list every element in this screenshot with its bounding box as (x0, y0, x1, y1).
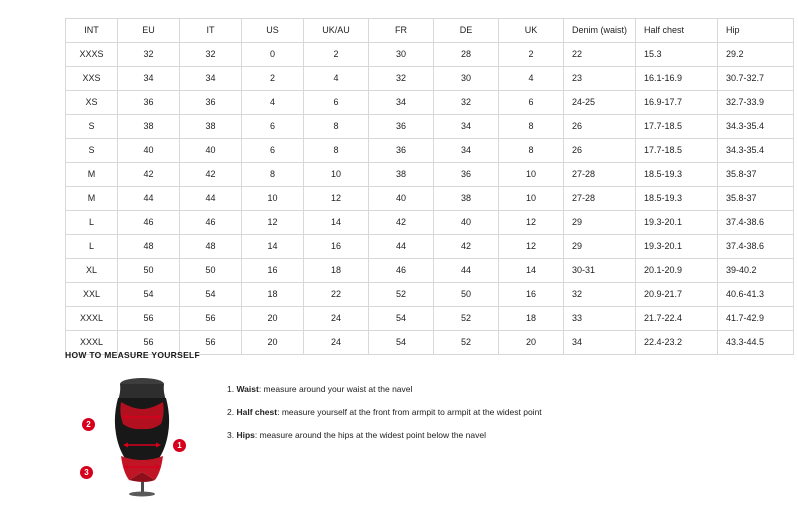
cell-it: 42 (180, 163, 242, 187)
column-header-eu: EU (118, 19, 180, 43)
cell-ukau: 6 (304, 91, 369, 115)
cell-int: L (66, 211, 118, 235)
cell-us: 14 (242, 235, 304, 259)
cell-ukau: 18 (304, 259, 369, 283)
bullet-marker-3: 3 (80, 466, 93, 479)
table-row (66, 43, 794, 67)
cell-hip: 30.7-32.7 (718, 67, 794, 91)
cell-fr: 52 (369, 283, 434, 307)
cell-uk: 10 (499, 163, 564, 187)
cell-uk: 18 (499, 307, 564, 331)
cell-denim-waist: 30-31 (564, 259, 636, 283)
cell-it: 56 (180, 307, 242, 331)
cell-eu: 56 (118, 307, 180, 331)
cell-fr: 44 (369, 235, 434, 259)
instruction-half-chest (227, 407, 542, 417)
cell-uk: 12 (499, 235, 564, 259)
cell-de: 34 (434, 139, 499, 163)
cell-it: 54 (180, 283, 242, 307)
cell-hip: 39-40.2 (718, 259, 794, 283)
cell-us: 8 (242, 163, 304, 187)
cell-us: 16 (242, 259, 304, 283)
cell-us: 12 (242, 211, 304, 235)
cell-denim-waist: 26 (564, 115, 636, 139)
cell-fr: 40 (369, 187, 434, 211)
cell-int: XXXS (66, 43, 118, 67)
cell-it: 34 (180, 67, 242, 91)
cell-int: M (66, 163, 118, 187)
cell-fr: 34 (369, 91, 434, 115)
cell-half-chest: 18.5-19.3 (636, 163, 718, 187)
mannequin-figure (85, 372, 205, 497)
cell-denim-waist: 27-28 (564, 163, 636, 187)
cell-hip: 29.2 (718, 43, 794, 67)
measurement-instructions (227, 372, 542, 454)
cell-denim-waist: 29 (564, 235, 636, 259)
cell-fr: 54 (369, 307, 434, 331)
cell-half-chest: 19.3-20.1 (636, 211, 718, 235)
cell-eu: 56 (118, 331, 180, 355)
cell-de: 32 (434, 91, 499, 115)
table-body (66, 43, 794, 355)
cell-uk: 8 (499, 115, 564, 139)
cell-de: 34 (434, 115, 499, 139)
cell-half-chest: 20.1-20.9 (636, 259, 718, 283)
cell-us: 20 (242, 307, 304, 331)
instruction-term-half-chest: Half chest (236, 407, 278, 418)
cell-denim-waist: 33 (564, 307, 636, 331)
cell-uk: 4 (499, 67, 564, 91)
cell-hip: 35.8-37 (718, 163, 794, 187)
cell-de: 52 (434, 307, 499, 331)
cell-us: 2 (242, 67, 304, 91)
cell-eu: 38 (118, 115, 180, 139)
table-header (66, 19, 794, 43)
column-header-ukau: UK/AU (304, 19, 369, 43)
cell-denim-waist: 23 (564, 67, 636, 91)
column-header-hip: Hip (718, 19, 794, 43)
cell-us: 6 (242, 115, 304, 139)
cell-de: 44 (434, 259, 499, 283)
cell-eu: 50 (118, 259, 180, 283)
cell-int: XXXL (66, 307, 118, 331)
cell-ukau: 14 (304, 211, 369, 235)
cell-eu: 54 (118, 283, 180, 307)
cell-int: S (66, 139, 118, 163)
instruction-number-2: 2. (227, 407, 235, 418)
column-header-int: INT (66, 19, 118, 43)
instruction-waist (227, 384, 542, 394)
cell-hip: 34.3-35.4 (718, 115, 794, 139)
table-row (66, 187, 794, 211)
cell-eu: 42 (118, 163, 180, 187)
instruction-hips (227, 430, 542, 440)
table-row (66, 283, 794, 307)
cell-uk: 6 (499, 91, 564, 115)
cell-half-chest: 17.7-18.5 (636, 115, 718, 139)
cell-half-chest: 18.5-19.3 (636, 187, 718, 211)
cell-half-chest: 22.4-23.2 (636, 331, 718, 355)
cell-fr: 30 (369, 43, 434, 67)
cell-fr: 54 (369, 331, 434, 355)
cell-de: 28 (434, 43, 499, 67)
cell-ukau: 24 (304, 307, 369, 331)
cell-de: 42 (434, 235, 499, 259)
cell-de: 30 (434, 67, 499, 91)
instruction-number-3: 3. (227, 430, 235, 441)
cell-de: 50 (434, 283, 499, 307)
cell-hip: 35.8-37 (718, 187, 794, 211)
cell-ukau: 8 (304, 139, 369, 163)
cell-uk: 16 (499, 283, 564, 307)
cell-eu: 46 (118, 211, 180, 235)
size-chart-table (65, 18, 794, 355)
cell-hip: 34.3-35.4 (718, 139, 794, 163)
cell-int: XL (66, 259, 118, 283)
instruction-text-waist: : measure around your waist at the navel (258, 384, 413, 394)
table-row (66, 259, 794, 283)
cell-it: 46 (180, 211, 242, 235)
cell-int: S (66, 115, 118, 139)
cell-int: XXXL (66, 331, 118, 355)
cell-hip: 41.7-42.9 (718, 307, 794, 331)
cell-de: 52 (434, 331, 499, 355)
cell-us: 10 (242, 187, 304, 211)
how-to-measure-section (65, 350, 733, 497)
bullet-marker-2: 2 (82, 418, 95, 431)
cell-it: 36 (180, 91, 242, 115)
cell-ukau: 22 (304, 283, 369, 307)
cell-denim-waist: 34 (564, 331, 636, 355)
how-to-measure-title: HOW TO MEASURE YOURSELF (65, 350, 201, 360)
cell-int: XXS (66, 67, 118, 91)
cell-it: 32 (180, 43, 242, 67)
cell-half-chest: 20.9-21.7 (636, 283, 718, 307)
cell-uk: 12 (499, 211, 564, 235)
cell-half-chest: 19.3-20.1 (636, 235, 718, 259)
instruction-text-half-chest: : measure yourself at the front from armpit to armpit at the widest point (277, 407, 542, 418)
cell-de: 38 (434, 187, 499, 211)
cell-eu: 32 (118, 43, 180, 67)
cell-denim-waist: 22 (564, 43, 636, 67)
size-chart-container (65, 18, 765, 355)
cell-denim-waist: 26 (564, 139, 636, 163)
cell-int: XS (66, 91, 118, 115)
cell-it: 38 (180, 115, 242, 139)
cell-half-chest: 21.7-22.4 (636, 307, 718, 331)
cell-int: XXL (66, 283, 118, 307)
column-header-denim-waist: Denim (waist) (564, 19, 636, 43)
cell-hip: 37.4-38.6 (718, 235, 794, 259)
cell-ukau: 24 (304, 331, 369, 355)
cell-eu: 36 (118, 91, 180, 115)
cell-half-chest: 16.9-17.7 (636, 91, 718, 115)
cell-ukau: 2 (304, 43, 369, 67)
cell-fr: 42 (369, 211, 434, 235)
cell-hip: 37.4-38.6 (718, 211, 794, 235)
cell-us: 20 (242, 331, 304, 355)
cell-eu: 40 (118, 139, 180, 163)
cell-it: 44 (180, 187, 242, 211)
table-row (66, 307, 794, 331)
cell-uk: 8 (499, 139, 564, 163)
cell-de: 36 (434, 163, 499, 187)
cell-us: 18 (242, 283, 304, 307)
cell-eu: 34 (118, 67, 180, 91)
cell-hip: 43.3-44.5 (718, 331, 794, 355)
cell-it: 56 (180, 331, 242, 355)
column-header-fr: FR (369, 19, 434, 43)
cell-fr: 36 (369, 139, 434, 163)
mannequin-illustration (85, 372, 205, 497)
bullet-marker-1: 1 (173, 439, 186, 452)
cell-us: 0 (242, 43, 304, 67)
cell-it: 40 (180, 139, 242, 163)
cell-denim-waist: 24-25 (564, 91, 636, 115)
cell-half-chest: 15.3 (636, 43, 718, 67)
instruction-text-hips: : measure around the hips at the widest point below the navel (254, 430, 486, 441)
table-row (66, 211, 794, 235)
cell-us: 6 (242, 139, 304, 163)
cell-uk: 10 (499, 187, 564, 211)
cell-half-chest: 17.7-18.5 (636, 139, 718, 163)
column-header-us: US (242, 19, 304, 43)
cell-it: 50 (180, 259, 242, 283)
cell-denim-waist: 29 (564, 211, 636, 235)
column-header-uk: UK (499, 19, 564, 43)
cell-ukau: 4 (304, 67, 369, 91)
table-header-row (66, 19, 794, 43)
table-row (66, 67, 794, 91)
cell-it: 48 (180, 235, 242, 259)
cell-hip: 32.7-33.9 (718, 91, 794, 115)
cell-uk: 20 (499, 331, 564, 355)
cell-eu: 44 (118, 187, 180, 211)
cell-int: M (66, 187, 118, 211)
cell-fr: 36 (369, 115, 434, 139)
table-row (66, 115, 794, 139)
cell-denim-waist: 27-28 (564, 187, 636, 211)
cell-denim-waist: 32 (564, 283, 636, 307)
cell-fr: 32 (369, 67, 434, 91)
column-header-it: IT (180, 19, 242, 43)
table-row (66, 163, 794, 187)
cell-int: L (66, 235, 118, 259)
cell-ukau: 10 (304, 163, 369, 187)
table-row (66, 235, 794, 259)
column-header-half-chest: Half chest (636, 19, 718, 43)
cell-ukau: 12 (304, 187, 369, 211)
cell-fr: 46 (369, 259, 434, 283)
table-row (66, 139, 794, 163)
instruction-term-waist: Waist (236, 384, 259, 394)
column-header-de: DE (434, 19, 499, 43)
cell-hip: 40.6-41.3 (718, 283, 794, 307)
cell-uk: 2 (499, 43, 564, 67)
instruction-term-hips: Hips (236, 430, 255, 441)
cell-eu: 48 (118, 235, 180, 259)
how-to-measure-body (65, 372, 733, 497)
cell-uk: 14 (499, 259, 564, 283)
cell-fr: 38 (369, 163, 434, 187)
cell-ukau: 8 (304, 115, 369, 139)
table-row (66, 91, 794, 115)
cell-de: 40 (434, 211, 499, 235)
cell-half-chest: 16.1-16.9 (636, 67, 718, 91)
cell-us: 4 (242, 91, 304, 115)
cell-ukau: 16 (304, 235, 369, 259)
instruction-number-1: 1. (227, 384, 235, 394)
